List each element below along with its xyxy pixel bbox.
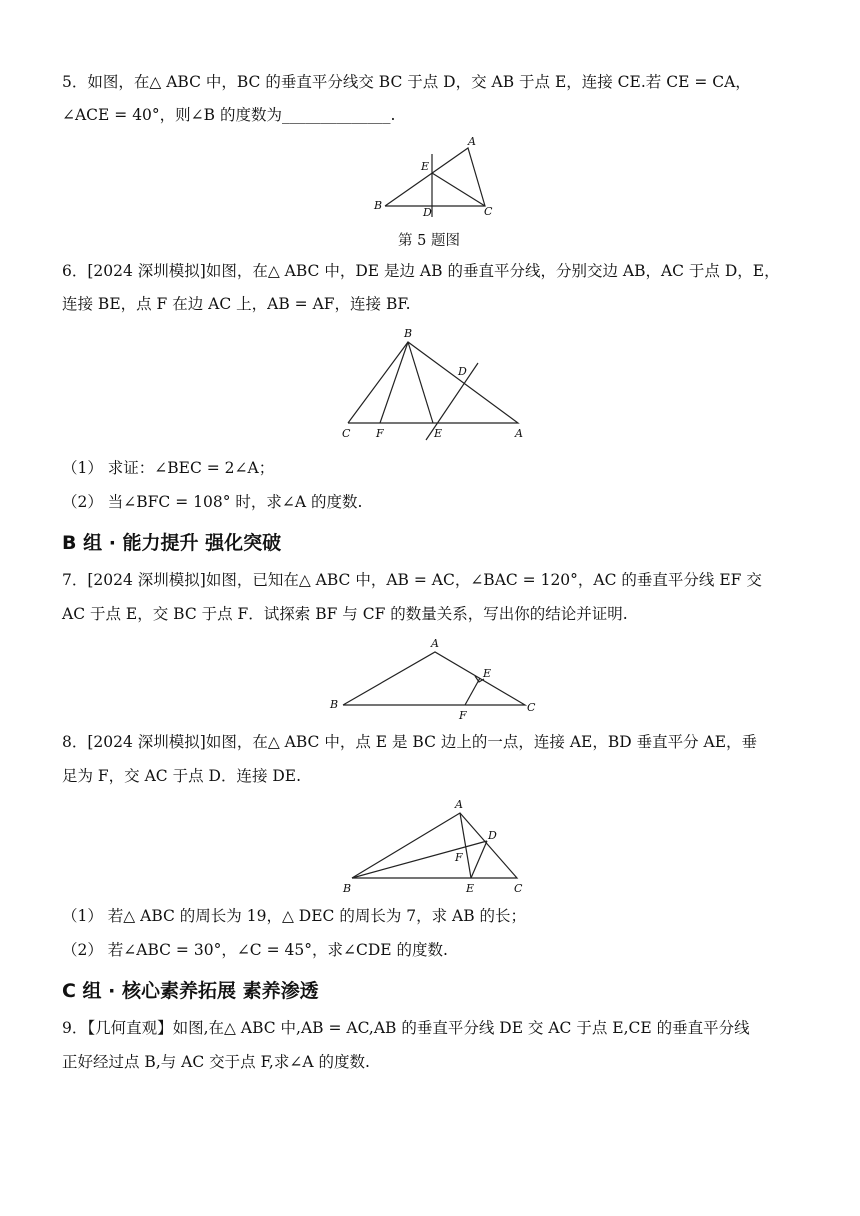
q5-label-d: D [423, 206, 432, 219]
q8-label-a: A [455, 798, 463, 811]
q6-part2: （2） 当∠BFC = 108° 时，求∠A 的度数. [62, 493, 363, 511]
q6-segment-be [408, 342, 433, 423]
q6-label-f: F [376, 427, 384, 440]
q7-figure [325, 636, 545, 724]
q6-label-d: D [458, 365, 467, 378]
q8-label-b: B [343, 882, 352, 895]
q8-triangle-abc [352, 813, 517, 878]
q7-label-a: A [431, 637, 439, 650]
q6-figure [338, 325, 533, 443]
q6-label-b: B [404, 327, 413, 340]
q9-text-line1: 9．【几何直观】如图,在△ ABC 中,AB = AC,AB 的垂直平分线 DE 交 AC 于点 E,CE 的垂直平分线 [62, 1019, 750, 1037]
q6-text-line1: 6．[2024 深圳模拟]如图，在△ ABC 中，DE 是边 AB 的垂直平分线，分别交边 AB，AC 于点 D，E， [62, 262, 780, 280]
q9-text-line2: 正好经过点 B,与 AC 交于点 F,求∠A 的度数. [62, 1053, 370, 1071]
q8-text-line1: 8．[2024 深圳模拟]如图，在△ ABC 中，点 E 是 BC 边上的一点，连接 AE，BD 垂直平分 AE，垂 [62, 733, 758, 751]
q8-segment-de [471, 841, 487, 878]
q6-triangle-abc [348, 342, 518, 423]
q7-text-line2: AC 于点 E，交 BC 于点 F．试探索 BF 与 CF 的数量关系，写出你的结论并证明. [62, 605, 628, 623]
q5-text-line2: ∠ACE = 40°，则∠B 的度数为______________. [62, 106, 396, 124]
q8-segment-bd [352, 841, 487, 878]
q7-label-c: C [527, 701, 536, 714]
q5-caption: 第 5 题图 [398, 233, 460, 249]
q7-triangle-abc [343, 652, 525, 705]
q5-label-e: E [421, 160, 430, 173]
q8-text-line2: 足为 F，交 AC 于点 D．连接 DE. [62, 767, 302, 785]
q7-segment-ef [465, 678, 480, 705]
section-b-heading: B 组 · 能力提升 强化突破 [62, 532, 282, 554]
q7-label-e: E [483, 667, 492, 680]
q5-text-line1: 5．如图，在△ ABC 中，BC 的垂直平分线交 BC 于点 D，交 AB 于点 E，连接 CE.若 CE = CA， [62, 73, 751, 91]
section-c-heading: C 组 · 核心素养拓展 素养渗透 [62, 980, 319, 1002]
q5-label-b: B [374, 199, 383, 212]
q7-label-b: B [330, 698, 339, 711]
q8-part1: （1） 若△ ABC 的周长为 19，△ DEC 的周长为 7，求 AB 的长； [62, 907, 527, 925]
q5-label-a: A [468, 135, 476, 148]
q8-label-d: D [488, 829, 497, 842]
q8-label-c: C [514, 882, 523, 895]
q7-label-f: F [459, 709, 467, 722]
q6-label-c: C [342, 427, 351, 440]
q6-segment-bf [380, 342, 408, 423]
q5-figure [370, 132, 500, 224]
q5-label-c: C [484, 205, 493, 218]
q8-part2: （2） 若∠ABC = 30°，∠C = 45°，求∠CDE 的度数. [62, 941, 448, 959]
q6-text-line2: 连接 BE，点 F 在边 AC 上，AB = AF，连接 BF. [62, 295, 411, 313]
q6-label-a: A [515, 427, 523, 440]
q6-label-e: E [434, 427, 443, 440]
q6-part1: （1） 求证：∠BEC = 2∠A； [62, 459, 275, 477]
q7-text-line1: 7．[2024 深圳模拟]如图，已知在△ ABC 中，AB = AC，∠BAC = 120°，AC 的垂直平分线 EF 交 [62, 571, 762, 589]
q8-label-e: E [466, 882, 475, 895]
q8-figure [340, 796, 530, 898]
q8-label-f: F [455, 851, 463, 864]
